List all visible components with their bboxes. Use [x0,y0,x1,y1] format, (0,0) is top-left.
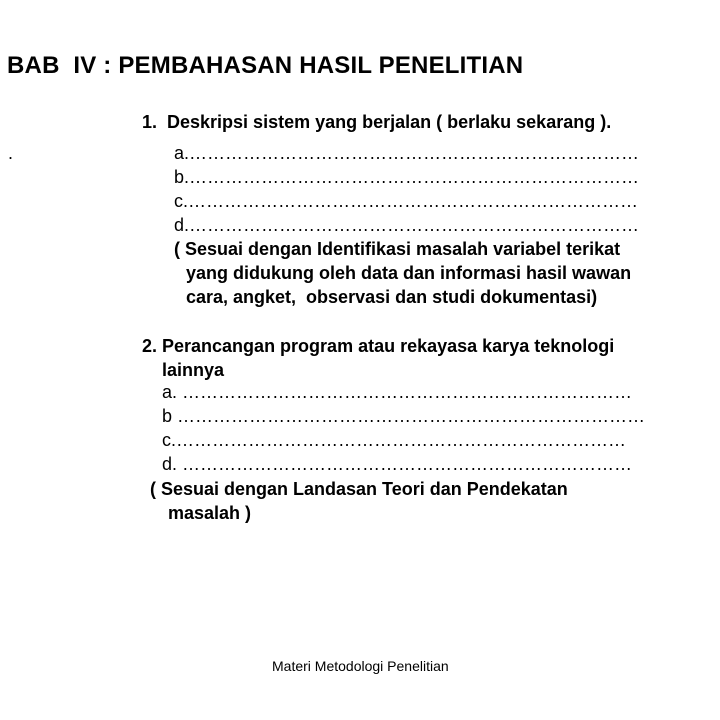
section2-item-a: a. ………………………………………………………………… [162,382,633,402]
section1-item-b: b.………………………………………………………………… [174,167,640,187]
section1-heading: 1. Deskripsi sistem yang berjalan ( berlaku sekarang ). [142,112,612,132]
section1-note-line-3: cara, angket, observasi dan studi dokumentasi) [186,287,598,307]
footer-text: Materi Metodologi Penelitian [272,658,449,674]
section1-item-a: a.………………………………………………………………… [174,143,640,163]
section2-item-d: d. ………………………………………………………………… [162,454,633,474]
section2-item-b: b …………………………………………………………………… [162,406,646,426]
section2-note-line-1: ( Sesuai dengan Landasan Teori dan Pendekatan [150,479,568,499]
section1-note-line-2: yang didukung oleh data dan informasi hasil wawan [186,263,632,283]
section1-item-c: c.………………………………………………………………… [174,191,639,211]
section2-item-c: c.………………………………………………………………… [162,430,627,450]
section1-note-line-1: ( Sesuai dengan Identifikasi masalah variabel terikat [174,239,621,259]
chapter-title: BAB IV : PEMBAHASAN HASIL PENELITIAN [7,52,524,79]
section1-item-d: d.………………………………………………………………… [174,215,640,235]
section2-heading-line-2: lainnya [162,360,225,380]
section2-note-line-2: masalah ) [168,503,252,523]
stray-mark: . [8,143,14,163]
section2-heading-line-1: 2. Perancangan program atau rekayasa karya teknologi [142,336,615,356]
